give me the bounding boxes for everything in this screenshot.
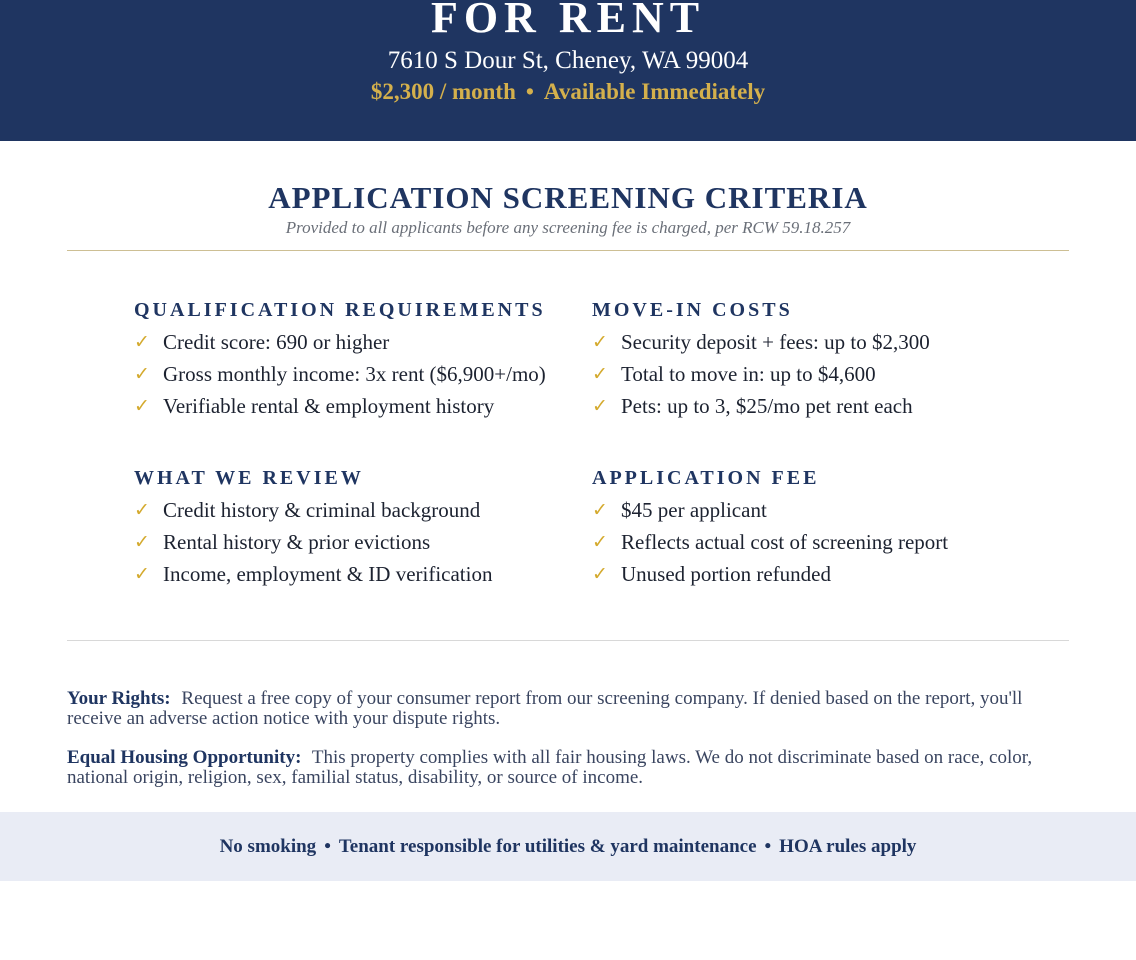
checkmark-icon: ✓ [134,563,150,585]
item-text: Gross monthly income: 3x rent ($6,900+/mo) [163,361,546,386]
criteria-title: APPLICATION SCREENING CRITERIA [268,180,868,215]
checkmark-icon: ✓ [592,363,608,385]
your-rights-text: Request a free copy of your consumer report from our screening company. If denied based on the report, you'll receive an adverse action notice with your dispute rights. [67,688,1023,729]
list-item [592,358,1052,390]
equal-housing-label: Equal Housing Opportunity: [67,747,302,768]
checkmark-icon: ✓ [592,531,608,553]
application-fee-section [592,466,1052,590]
criteria-subtitle: Provided to all applicants before any screening fee is charged, per RCW 59.18.257 [285,218,851,237]
list-item [592,494,1052,526]
price-availability-line [0,77,1136,107]
list-item [134,558,594,590]
rule-no-smoking: No smoking [219,836,317,857]
list-item [134,494,594,526]
gold-divider [67,250,1069,251]
list-item [592,558,1052,590]
house-rules-bar [0,812,1136,881]
item-text: Income, employment & ID verification [163,561,493,586]
checkmark-icon: ✓ [134,363,150,385]
item-text: Reflects actual cost of screening report [621,529,949,554]
checkmark-icon: ✓ [134,499,150,521]
section-heading: WHAT WE REVIEW [134,467,364,489]
list-item [134,358,594,390]
item-text: Rental history & prior evictions [163,529,431,554]
availability-status: Available Immediately [543,79,766,104]
item-text: Credit score: 690 or higher [163,329,390,354]
section-heading: QUALIFICATION REQUIREMENTS [134,299,546,321]
grey-divider [67,640,1069,641]
separator-dot: • [764,836,772,857]
item-text: Credit history & criminal background [163,497,481,522]
separator-dot: • [324,836,331,857]
banner-title: FOR RENT [430,0,706,42]
equal-housing-text: This property complies with all fair housing laws. We do not discriminate based on race, color, national origin, religion, sex, familial status, disability, or source of income. [67,747,1033,788]
checkmark-icon: ✓ [592,331,608,353]
checkmark-icon: ✓ [134,531,150,553]
item-text: Verifiable rental & employment history [163,393,495,418]
what-we-review-section [134,466,594,590]
move-in-costs-section [592,298,1052,422]
your-rights-label: Your Rights: [67,688,171,709]
monthly-price: $2,300 / month [370,79,516,104]
rule-utilities: Tenant responsible for utilities & yard maintenance [338,836,757,857]
list-item [134,326,594,358]
your-rights-paragraph [67,689,1069,729]
item-text: Total to move in: up to $4,600 [621,361,876,386]
list-item [592,326,1052,358]
checkmark-icon: ✓ [592,563,608,585]
list-item [134,526,594,558]
item-text: Pets: up to 3, $25/mo pet rent each [621,393,913,418]
checkmark-icon: ✓ [592,499,608,521]
equal-housing-paragraph [67,748,1069,788]
checkmark-icon: ✓ [592,395,608,417]
rule-hoa: HOA rules apply [779,836,917,857]
header-banner [0,0,1136,141]
section-heading: MOVE-IN COSTS [592,299,793,321]
checkmark-icon: ✓ [134,395,150,417]
item-text: Security deposit + fees: up to $2,300 [621,329,930,354]
qualification-section [134,298,594,422]
separator-dot: • [525,79,534,104]
list-item [592,390,1052,422]
list-item [592,526,1052,558]
item-text: $45 per applicant [621,497,767,522]
property-address: 7610 S Dour St, Cheney, WA 99004 [387,47,749,74]
checkmark-icon: ✓ [134,331,150,353]
item-text: Unused portion refunded [621,561,831,586]
section-heading: APPLICATION FEE [592,467,820,489]
list-item [134,390,594,422]
